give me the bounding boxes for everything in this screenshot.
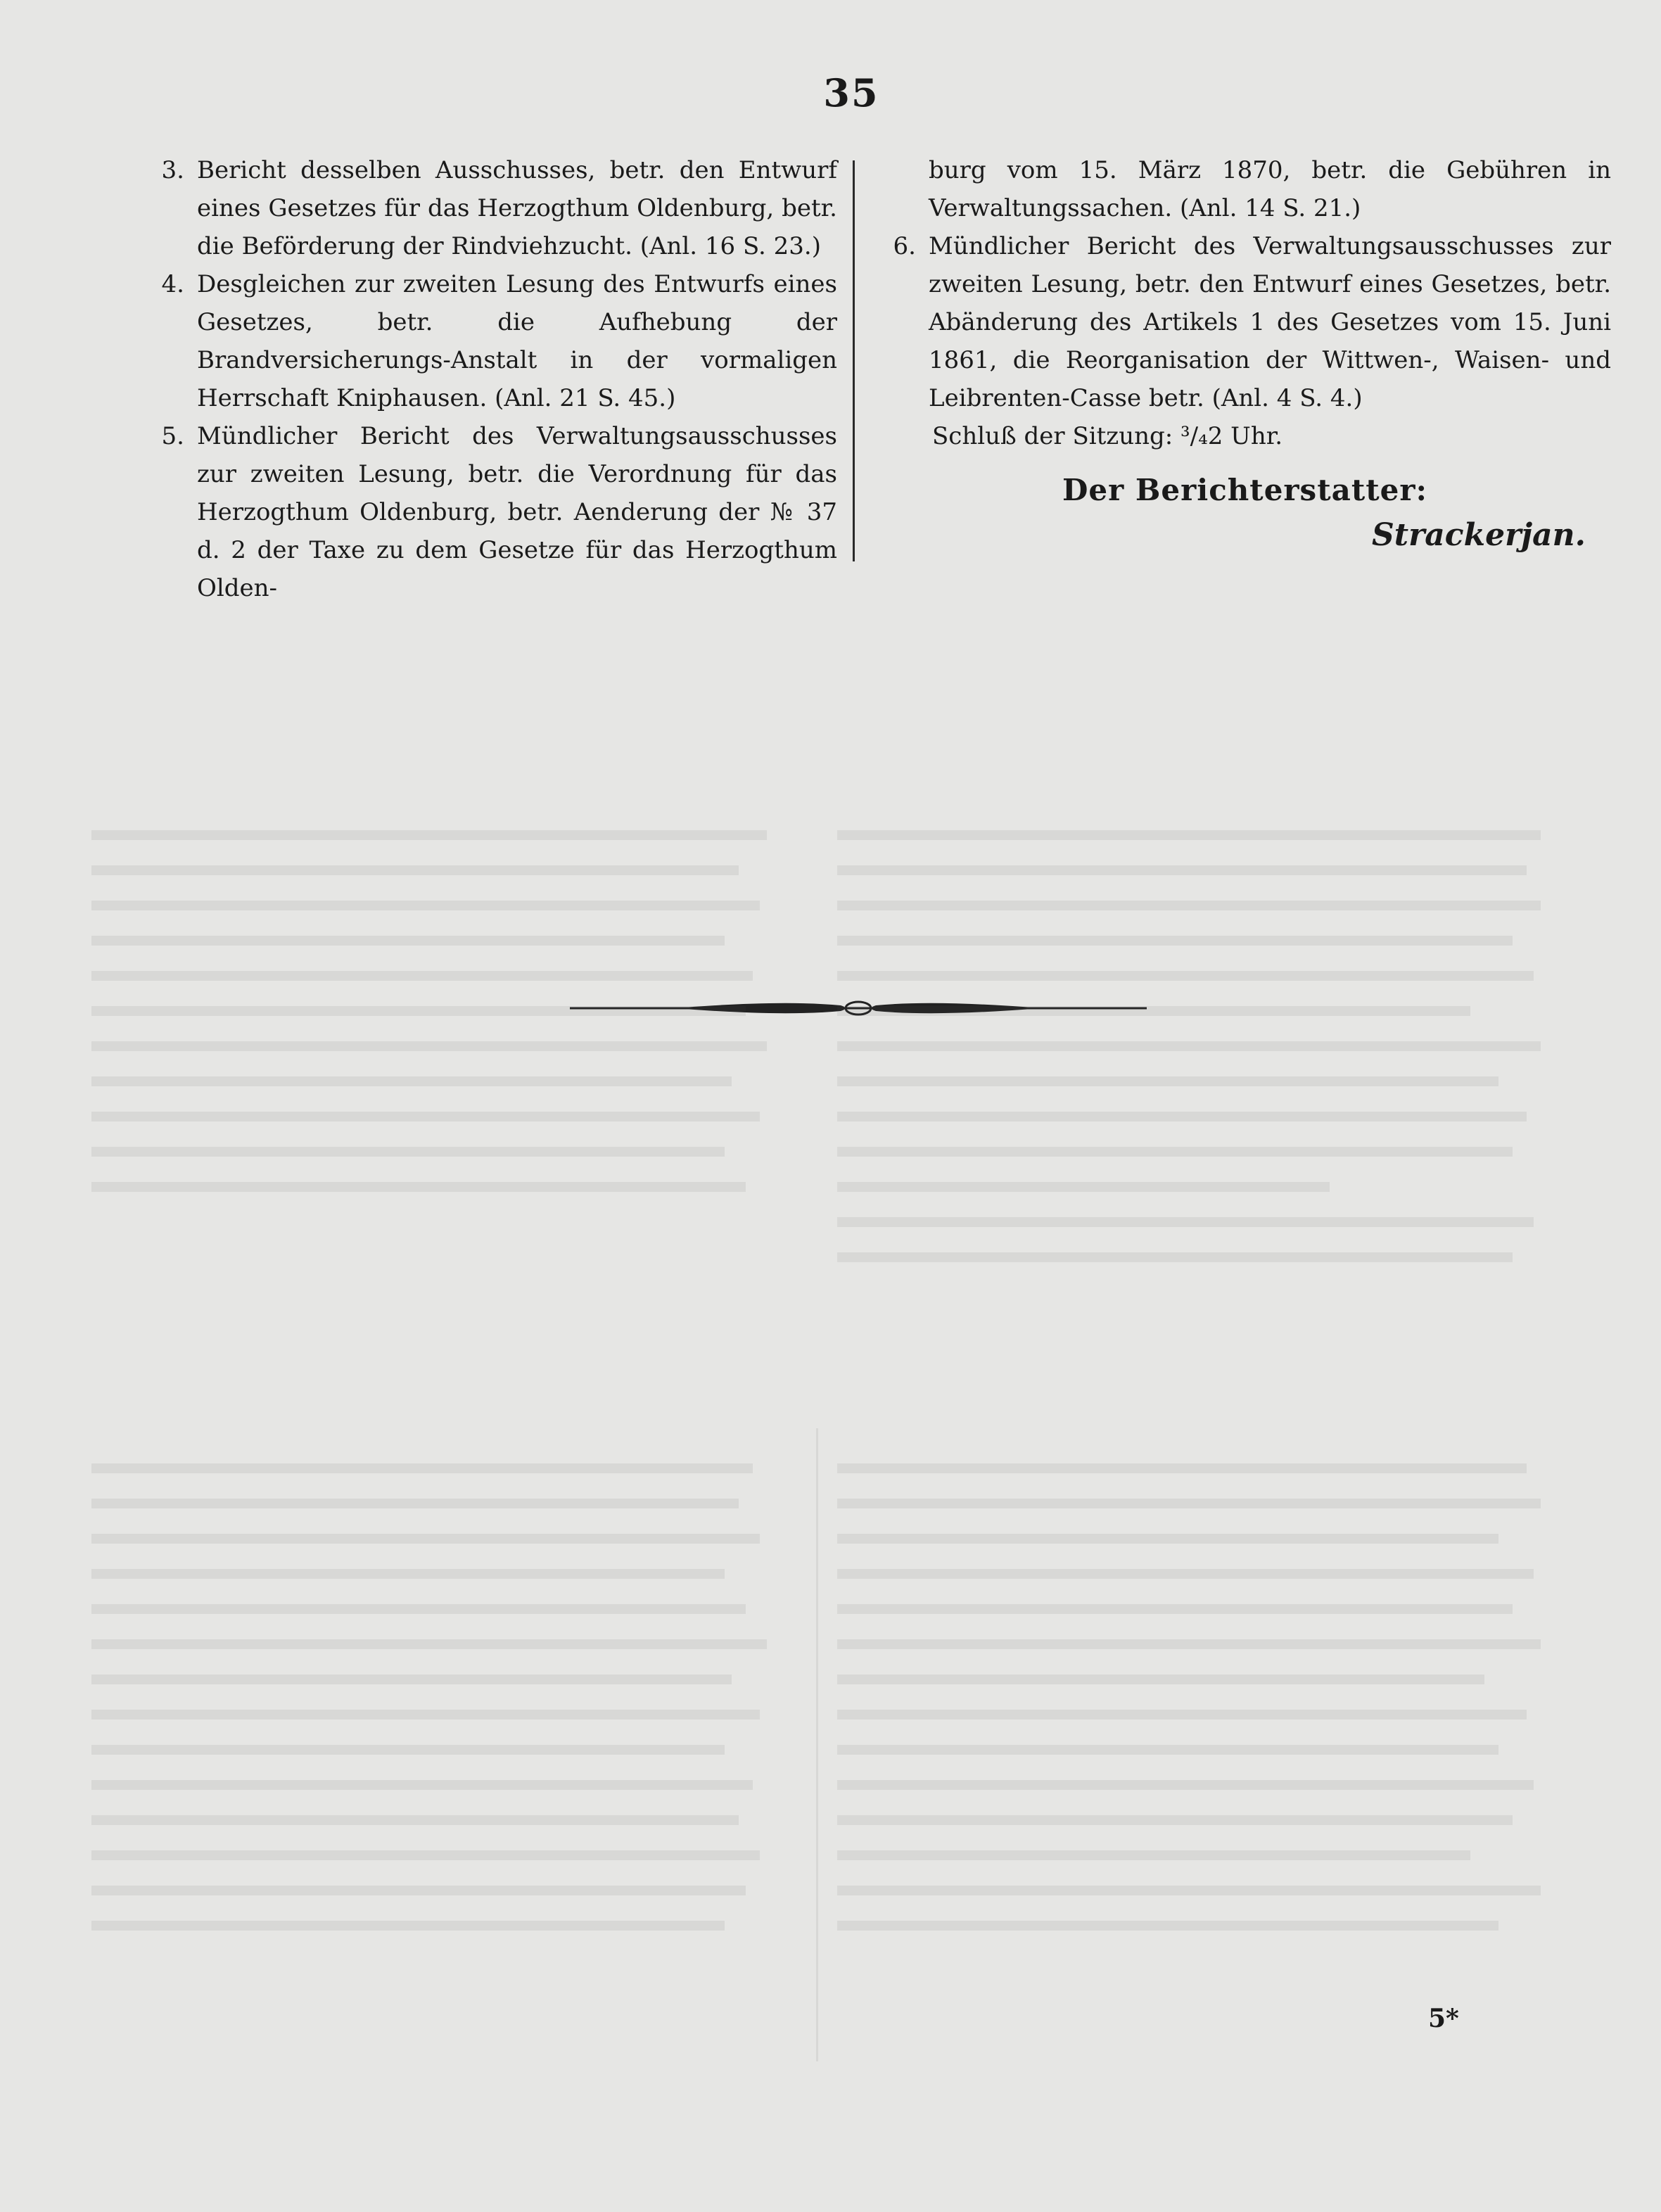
- item-number: 5.: [161, 422, 184, 450]
- agenda-item-3: [141, 151, 837, 265]
- page-number: 35: [823, 70, 879, 115]
- item-text: Desgleichen zur zweiten Lesung des Entwurfs eines Gesetzes, betr. die Aufhebung der Brandversicherungs-Anstalt in der vormaligen Herrschaft Kniphausen. (Anl. 21 S. 45.): [197, 270, 837, 412]
- left-column: [141, 151, 837, 607]
- item-number: 3.: [161, 156, 184, 184]
- signature-mark: 5*: [1428, 2004, 1459, 2033]
- agenda-item-6: [872, 227, 1611, 417]
- agenda-item-4: [141, 265, 837, 417]
- session-closing: Schluß der Sitzung: ³/₄2 Uhr.: [932, 422, 1283, 450]
- item-text: Mündlicher Bericht des Verwaltungsausschusses zur zweiten Lesung, betr. die Verordnung für das Herzogthum Oldenburg, betr. Aenderung der № 37 d. 2 der Taxe zu dem Gesetze für das Herzogthum Olden-: [197, 422, 837, 602]
- right-column: [872, 151, 1611, 455]
- reporter-label: Der Berichterstatter:: [1062, 473, 1427, 507]
- item-text: Mündlicher Bericht des Verwaltungsausschusses zur zweiten Lesung, betr. den Entwurf eines Gesetzes, betr. Abänderung des Artikels 1 des Gesetzes vom 15. Juni 1861, die Reorganisation der Wittwen-, Waisen- und Leibrenten-Casse betr. (Anl. 4 S. 4.): [929, 232, 1611, 412]
- item-number: 6.: [893, 232, 916, 260]
- agenda-item-5: [141, 417, 837, 607]
- column-divider: [853, 160, 855, 561]
- show-through-bleed: [91, 830, 1569, 2068]
- item-number: 4.: [161, 270, 184, 298]
- reporter-signature: Strackerjan.: [1372, 517, 1586, 553]
- item-text: Bericht desselben Ausschusses, betr. den Entwurf eines Gesetzes für das Herzogthum Oldenburg, betr. die Beförderung der Rindviehzucht. (Anl. 16 S. 23.): [197, 156, 837, 260]
- agenda-item-5-continuation: burg vom 15. März 1870, betr. die Gebühren in Verwaltungssachen. (Anl. 14 S. 21.): [929, 156, 1611, 222]
